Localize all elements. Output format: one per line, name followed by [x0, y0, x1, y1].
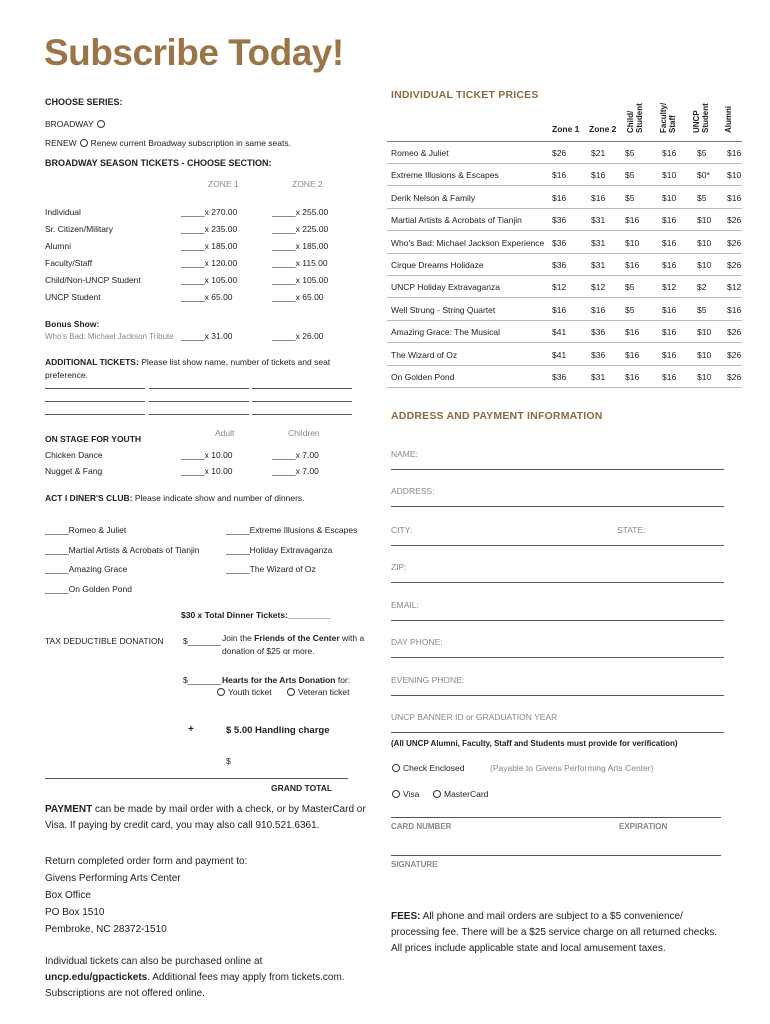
- price-cell: $12: [662, 282, 677, 293]
- price-cell: $16: [625, 372, 640, 382]
- youth-adult-field[interactable]: _____x 10.00: [181, 466, 233, 476]
- online-post: . Additional fees may apply from tickets.com. Subscriptions are not offered online.: [45, 972, 345, 999]
- email-label: EMAIL:: [391, 600, 419, 610]
- bonus-show-name: Who's Bad: Michael Jackson Tribute: [45, 332, 174, 341]
- price-show-name: The Wizard of Oz: [391, 349, 458, 360]
- price-cell: $41: [552, 327, 567, 338]
- page-title: Subscribe Today!: [44, 32, 344, 73]
- price-cell: $10: [662, 170, 677, 181]
- handling-plus: +: [188, 724, 194, 735]
- season-zone2-field[interactable]: _____x 255.00: [272, 207, 329, 217]
- check-note: (Payable to Givens Performing Arts Center): [490, 763, 654, 773]
- price-show-name: Romeo & Juliet: [391, 148, 449, 158]
- dinner-total[interactable]: $30 x Total Dinner Tickets:_________: [181, 610, 331, 620]
- price-cell: $12: [591, 282, 606, 293]
- price-cell: $12: [552, 282, 567, 293]
- address-field[interactable]: [391, 506, 724, 507]
- diner-show-field[interactable]: _____Martial Artists & Acrobats of Tianjin: [45, 544, 200, 555]
- mastercard-radio[interactable]: [433, 790, 441, 798]
- payment-paragraph: [45, 802, 370, 834]
- diners-text: Please indicate show and number of dinners.: [134, 493, 305, 503]
- price-cell: $16: [662, 260, 677, 270]
- price-cell: $5: [697, 304, 707, 315]
- price-row: [387, 232, 742, 254]
- fees-bold: FEES:: [391, 911, 421, 922]
- card-number-line[interactable]: [391, 817, 721, 818]
- price-show-name: Extreme Illusions & Escapes: [391, 170, 499, 181]
- price-cell: $5: [625, 282, 635, 293]
- season-zone1-field[interactable]: _____x 270.00: [181, 207, 238, 217]
- price-show-name: On Golden Pond: [391, 372, 455, 382]
- veteran-ticket-label: Veteran ticket: [298, 687, 350, 697]
- price-cell: $21: [591, 148, 606, 158]
- price-row: [387, 209, 742, 231]
- additional-line[interactable]: [45, 414, 145, 415]
- youth-child-field[interactable]: _____x 7.00: [272, 450, 319, 460]
- price-cell: $16: [625, 349, 640, 360]
- season-zone1-field[interactable]: _____x 105.00: [181, 275, 238, 285]
- price-cell: $2: [697, 282, 707, 293]
- mastercard-option[interactable]: [430, 789, 488, 799]
- payment-text: can be made by mail order with a check, or by MasterCard or Visa. If paying by credit card, you may also call 910.521.6361.: [45, 804, 366, 831]
- mastercard-label: MasterCard: [444, 789, 489, 799]
- price-cell: $36: [591, 349, 606, 360]
- online-pre: Individual tickets can also be purchased online at: [45, 956, 263, 967]
- price-cell: $10: [697, 327, 712, 338]
- price-row: [387, 187, 742, 209]
- price-cell: $16: [552, 192, 567, 203]
- season-row-label: Child/Non-UNCP Student: [45, 275, 141, 285]
- price-cell: $16: [662, 349, 677, 360]
- online-paragraph: [45, 954, 370, 1002]
- bonus-zone1-field[interactable]: _____x 31.00: [181, 331, 233, 341]
- banner-id-field[interactable]: [391, 732, 724, 733]
- price-cell: $16: [662, 215, 677, 226]
- hearts-text: [222, 675, 350, 685]
- additional-text-2: preference.: [45, 370, 88, 380]
- additional-tickets: [45, 357, 330, 367]
- prices-heading: INDIVIDUAL TICKET PRICES: [391, 89, 539, 101]
- price-cell: $16: [591, 170, 606, 181]
- broadway-option[interactable]: [45, 119, 108, 129]
- price-cell: $0*: [697, 170, 710, 181]
- name-field[interactable]: [391, 469, 724, 470]
- friends-line2: donation of $25 or more.: [222, 646, 315, 656]
- additional-line[interactable]: [45, 388, 145, 389]
- season-zone2-field[interactable]: _____x 65.00: [272, 292, 324, 302]
- donation-label: TAX DEDUCTIBLE DONATION: [45, 636, 164, 646]
- city-field[interactable]: [391, 545, 724, 546]
- price-row: [387, 344, 742, 366]
- season-zone2-field[interactable]: _____x 225.00: [272, 224, 329, 234]
- price-cell: $5: [697, 148, 707, 158]
- day-phone-field[interactable]: [391, 657, 724, 658]
- season-row-label: Alumni: [45, 241, 71, 251]
- signature-line[interactable]: [391, 855, 721, 856]
- grand-total-dollar: $: [226, 756, 231, 766]
- price-cell: $36: [591, 327, 606, 338]
- season-zone2-field[interactable]: _____x 115.00: [272, 258, 328, 268]
- price-row: [387, 142, 742, 164]
- price-cell: $16: [625, 260, 640, 270]
- payment-bold: PAYMENT: [45, 804, 93, 815]
- price-cell: $10: [727, 170, 742, 181]
- diner-show-field[interactable]: _____On Golden Pond: [45, 583, 132, 594]
- season-heading: BROADWAY SEASON TICKETS - CHOOSE SECTION:: [45, 158, 272, 168]
- price-cell: $26: [727, 349, 742, 360]
- evening-phone-field[interactable]: [391, 695, 724, 696]
- season-zone2-field[interactable]: _____x 185.00: [272, 241, 329, 251]
- price-cell: $26: [552, 148, 567, 158]
- youth-show: Nugget & Fang: [45, 466, 103, 476]
- price-cell: $26: [727, 327, 742, 338]
- youth-adult-header: Adult: [215, 428, 235, 438]
- visa-radio[interactable]: [392, 790, 400, 798]
- price-cell: $16: [727, 304, 742, 315]
- price-cell: $12: [727, 282, 742, 293]
- additional-line[interactable]: [149, 401, 249, 402]
- friends-bold: Friends of the Center: [254, 633, 340, 643]
- veteran-ticket-option[interactable]: [284, 687, 350, 697]
- diner-show-field[interactable]: _____The Wizard of Oz: [226, 564, 316, 574]
- price-cell: $16: [625, 327, 640, 338]
- zip-field[interactable]: [391, 582, 724, 583]
- additional-line[interactable]: [149, 414, 249, 415]
- grand-total-line[interactable]: [45, 778, 348, 779]
- additional-label: ADDITIONAL TICKETS:: [45, 357, 139, 367]
- additional-line[interactable]: [252, 388, 352, 389]
- hearts-bold: Hearts for the Arts Donation: [222, 675, 336, 685]
- return-address-line: Return completed order form and payment to:: [45, 856, 248, 867]
- hearts-post: for:: [337, 675, 351, 685]
- city-label: CITY:: [391, 525, 413, 535]
- return-address-line: Box Office: [45, 890, 91, 901]
- price-show-name: Derik Nelson & Family: [391, 192, 476, 203]
- price-cell: $36: [552, 260, 567, 270]
- friends-post: with a: [342, 633, 365, 643]
- choose-series-label: CHOOSE SERIES:: [45, 97, 123, 107]
- handling-charge: $ 5.00 Handling charge: [226, 725, 330, 736]
- price-cell: $31: [591, 215, 606, 226]
- price-show-name: Well Strung - String Quartet: [391, 304, 496, 315]
- youth-children-header: Children: [288, 428, 320, 438]
- additional-line[interactable]: [252, 414, 352, 415]
- col-child-student: Child/ Student: [626, 103, 644, 133]
- check-radio[interactable]: [392, 764, 400, 772]
- price-row: [387, 164, 742, 186]
- state-label: STATE:: [617, 525, 646, 535]
- name-label: NAME:: [391, 449, 418, 459]
- price-cell: $16: [662, 148, 677, 158]
- price-cell: $41: [552, 349, 567, 360]
- price-cell: $31: [591, 372, 606, 382]
- diners-label: ACT I DINER'S CLUB:: [45, 493, 133, 503]
- visa-label: Visa: [403, 789, 420, 799]
- price-row: [387, 299, 742, 321]
- additional-line[interactable]: [252, 401, 352, 402]
- price-cell: $36: [552, 372, 567, 382]
- additional-line[interactable]: [149, 388, 249, 389]
- verification-note: (All UNCP Alumni, Faculty, Staff and Students must provide for verification): [391, 739, 678, 748]
- return-address: [45, 853, 370, 938]
- price-cell: $5: [625, 170, 635, 181]
- season-row-label: UNCP Student: [45, 292, 101, 302]
- youth-ticket-option[interactable]: [214, 687, 272, 697]
- address-heading: ADDRESS AND PAYMENT INFORMATION: [391, 410, 603, 422]
- price-row: [387, 321, 742, 343]
- price-cell: $26: [727, 215, 742, 226]
- price-cell: $16: [727, 148, 742, 158]
- bonus-zone2-field[interactable]: _____x 26.00: [272, 331, 324, 341]
- price-cell: $5: [625, 192, 635, 203]
- banner-id-label: UNCP BANNER ID or GRADUATION YEAR: [391, 712, 558, 722]
- season-zone1-field[interactable]: _____x 185.00: [181, 241, 238, 251]
- price-cell: $16: [662, 304, 677, 315]
- season-row-label: Individual: [45, 207, 81, 217]
- fees-text: All phone and mail orders are subject to a $5 convenience/ processing fee. There will be a $25 service charge on all returned checks. All prices include applicable state and local amusement taxes.: [391, 911, 718, 954]
- grand-total-label: GRAND TOTAL: [271, 783, 333, 793]
- diner-show-field[interactable]: _____Amazing Grace: [45, 564, 128, 574]
- season-zone1-field[interactable]: _____x 235.00: [181, 224, 238, 234]
- col-faculty-staff: Faculty/ Staff: [659, 102, 677, 133]
- price-cell: $10: [697, 215, 712, 226]
- youth-adult-field[interactable]: _____x 10.00: [181, 450, 233, 460]
- diners-club: [45, 493, 305, 503]
- veteran-ticket-radio[interactable]: [287, 688, 295, 696]
- price-cell: $16: [662, 327, 677, 338]
- additional-text: Please list show name, number of tickets and seat: [141, 357, 331, 367]
- renew-radio[interactable]: [80, 139, 88, 147]
- youth-label: ON STAGE FOR YOUTH: [45, 434, 142, 444]
- renew-text: Renew current Broadway subscription in same seats.: [90, 138, 291, 148]
- youth-show: Chicken Dance: [45, 450, 103, 460]
- card-number-label: CARD NUMBER: [391, 822, 452, 831]
- price-cell: $36: [552, 237, 567, 248]
- price-cell: $16: [662, 237, 677, 248]
- col-uncp-student: UNCP Student: [692, 103, 710, 133]
- price-cell: $26: [727, 260, 742, 270]
- price-row: [387, 276, 742, 298]
- diner-show-field[interactable]: _____Romeo & Juliet: [45, 525, 127, 535]
- price-cell: $16: [552, 304, 567, 315]
- price-cell: $26: [727, 237, 742, 248]
- price-show-name: Cirque Dreams Holidaze: [391, 260, 484, 270]
- diner-show-field[interactable]: _____Holiday Extravaganza: [226, 544, 333, 555]
- price-cell: $16: [552, 170, 567, 181]
- price-cell: $10: [662, 192, 677, 203]
- broadway-radio[interactable]: [97, 120, 105, 128]
- price-cell: $16: [591, 304, 606, 315]
- price-row: [387, 254, 742, 276]
- season-zone1-field[interactable]: _____x 65.00: [181, 292, 233, 302]
- price-show-name: Martial Artists & Acrobats of Tianjin: [391, 215, 522, 226]
- price-cell: $16: [591, 192, 606, 203]
- visa-option[interactable]: [389, 789, 419, 799]
- fees-paragraph: [391, 909, 726, 957]
- price-cell: $16: [662, 372, 677, 382]
- zone1-header: ZONE 1: [208, 179, 239, 189]
- price-cell: $16: [625, 215, 640, 226]
- broadway-label: BROADWAY: [45, 119, 94, 129]
- zone2-header: ZONE 2: [292, 179, 323, 189]
- diner-show-field[interactable]: _____Extreme Illusions & Escapes: [226, 525, 358, 535]
- youth-ticket-radio[interactable]: [217, 688, 225, 696]
- expiration-label: EXPIRATION: [619, 822, 668, 831]
- evening-phone-label: EVENING PHONE:: [391, 675, 465, 685]
- email-field[interactable]: [391, 620, 724, 621]
- price-cell: $10: [697, 260, 712, 270]
- return-address-line: PO Box 1510: [45, 907, 105, 918]
- col-zone2: Zone 2: [589, 124, 617, 134]
- check-option[interactable]: [389, 763, 464, 773]
- price-cell: $16: [727, 192, 742, 203]
- col-alumni: Alumni: [724, 105, 733, 133]
- check-label: Check Enclosed: [403, 763, 465, 773]
- return-address-line: Givens Performing Arts Center: [45, 873, 181, 884]
- price-cell: $5: [625, 304, 635, 315]
- price-show-name: UNCP Holiday Extravaganza: [391, 282, 500, 293]
- additional-line[interactable]: [45, 401, 145, 402]
- price-cell: $36: [552, 215, 567, 226]
- friends-amount-field[interactable]: $_______: [183, 636, 221, 646]
- price-cell: $5: [625, 148, 635, 158]
- season-zone1-field[interactable]: _____x 120.00: [181, 258, 238, 268]
- price-cell: $10: [697, 372, 712, 382]
- season-zone2-field[interactable]: _____x 105.00: [272, 275, 329, 285]
- day-phone-label: DAY PHONE:: [391, 637, 443, 647]
- hearts-amount-field[interactable]: $_______: [183, 675, 221, 685]
- price-show-name: Who's Bad: Michael Jackson Experience: [391, 237, 545, 248]
- youth-ticket-label: Youth ticket: [228, 687, 272, 697]
- price-cell: $10: [625, 237, 640, 248]
- signature-label: SIGNATURE: [391, 860, 438, 869]
- price-cell: $31: [591, 237, 606, 248]
- bonus-show-label: Bonus Show:: [45, 319, 100, 329]
- youth-child-field[interactable]: _____x 7.00: [272, 466, 319, 476]
- price-cell: $10: [697, 349, 712, 360]
- return-address-line: Pembroke, NC 28372-1510: [45, 924, 167, 935]
- friends-pre: Join the: [222, 633, 252, 643]
- online-link[interactable]: uncp.edu/gpactickets: [45, 972, 148, 983]
- renew-label: RENEW: [45, 138, 77, 148]
- friends-text: [222, 632, 364, 658]
- season-row-label: Sr. Citizen/Military: [45, 224, 114, 234]
- col-zone1: Zone 1: [552, 124, 580, 134]
- price-cell: $5: [697, 192, 707, 203]
- price-row: [387, 366, 742, 388]
- price-show-name: Amazing Grace: The Musical: [391, 327, 500, 338]
- season-row-label: Faculty/Staff: [45, 258, 93, 268]
- price-cell: $26: [727, 372, 742, 382]
- address-label: ADDRESS:: [391, 486, 435, 496]
- zip-label: ZIP:: [391, 562, 407, 572]
- renew-option[interactable]: [45, 138, 291, 148]
- price-cell: $10: [697, 237, 712, 248]
- price-cell: $31: [591, 260, 606, 270]
